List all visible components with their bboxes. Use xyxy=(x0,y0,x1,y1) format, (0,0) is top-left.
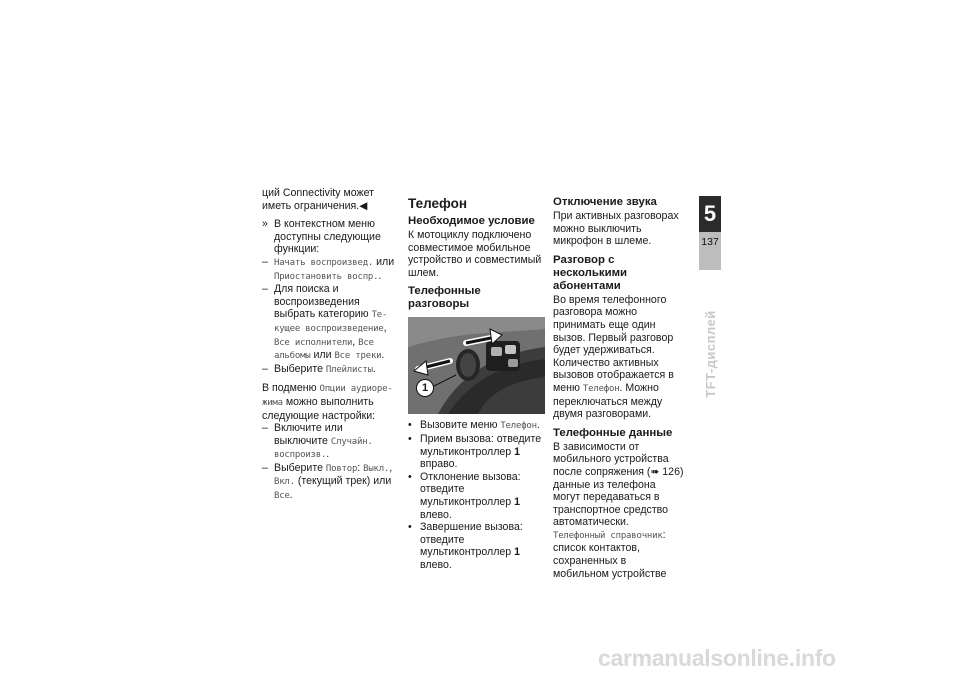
column-3 xyxy=(553,196,685,580)
watermark: carmanualsonline.info xyxy=(598,645,836,671)
step-list xyxy=(262,218,397,256)
handlebar-illustration xyxy=(408,317,545,414)
page-ref-link[interactable]: 126) xyxy=(659,465,684,478)
callout-1: 1 xyxy=(416,379,434,397)
phone-data-text: В зависимости от мобильного устройства после сопряжения (➠ 126) данные из телефона могут передаваться в транспортное средство автоматически. xyxy=(553,440,684,529)
phone-data-heading: Телефонные данные xyxy=(553,426,673,439)
list-item: – Включите или выключите Случайн. воспроизв.. xyxy=(262,422,373,461)
requirement-text: К мотоциклу подключено совместимое мобильное устройство и совместимый шлем. xyxy=(408,229,542,279)
list-item: • Завершение вызова: отведите мультиконтроллер 1 влево. xyxy=(408,521,523,571)
page-ref-arrow-icon: ➠ xyxy=(650,465,660,478)
chapter-number: 5 xyxy=(699,196,721,232)
function-list xyxy=(262,256,397,376)
calls-heading: Телефонные разговоры xyxy=(408,285,481,311)
list-item: – Начать воспроизвед. или Приостановить воспр.. xyxy=(262,255,395,282)
intro-text: ций Connectivity может иметь ограничения.◀ xyxy=(262,187,375,212)
list-item: » В контекстном меню доступны следующие функции: xyxy=(262,218,381,256)
mute-text: При активных разговорах можно выключить микрофон в шлеме. xyxy=(553,210,679,248)
section-title: Телефон xyxy=(408,196,468,211)
list-item: – Выберите Повтор: Выкл., Вкл. (текущий трек) или Все. xyxy=(262,461,393,502)
phonebook-text: Телефонный справочник: список контактов, сохраненных в мобильном устройстве xyxy=(553,528,667,580)
column-1 xyxy=(262,187,397,503)
settings-list xyxy=(262,422,397,503)
list-item: • Отклонение вызова: отведите мультиконтроллер 1 влево. xyxy=(408,470,521,521)
chapter-tab xyxy=(699,196,721,270)
mute-heading: Отключение звука xyxy=(553,196,657,208)
multicontroller-photo xyxy=(408,317,545,414)
requirement-heading: Необходимое условие xyxy=(408,215,535,227)
multi-call-heading: Разговор с несколькими абонентами xyxy=(553,253,627,292)
submenu-text: В подменю Опции аудиорежима можно выполнить следующие настройки: xyxy=(262,382,393,422)
page-number: 137 xyxy=(701,236,719,248)
section-label: TFT-дисплей xyxy=(702,310,718,398)
call-actions-list xyxy=(408,419,545,571)
column-2 xyxy=(408,196,545,572)
list-item: – Для поиска и воспроизведения выбрать категорию Текущее воспроизведение, Все исполнители, Все альбомы или Все треки. xyxy=(262,283,388,362)
list-item: – Выберите Плейлисты. xyxy=(262,362,376,375)
list-item: • Прием вызова: отведите мультиконтроллер 1 вправо. xyxy=(408,432,542,471)
list-item: • Вызовите меню Телефон. xyxy=(408,419,540,432)
multi-call-text: Во время телефонного разговора можно принимать еще один вызов. Первый разговор будет удерживаться. Количество активных вызовов отображается в меню Телефон. Можно переключаться между двумя разговорами. xyxy=(553,293,674,421)
